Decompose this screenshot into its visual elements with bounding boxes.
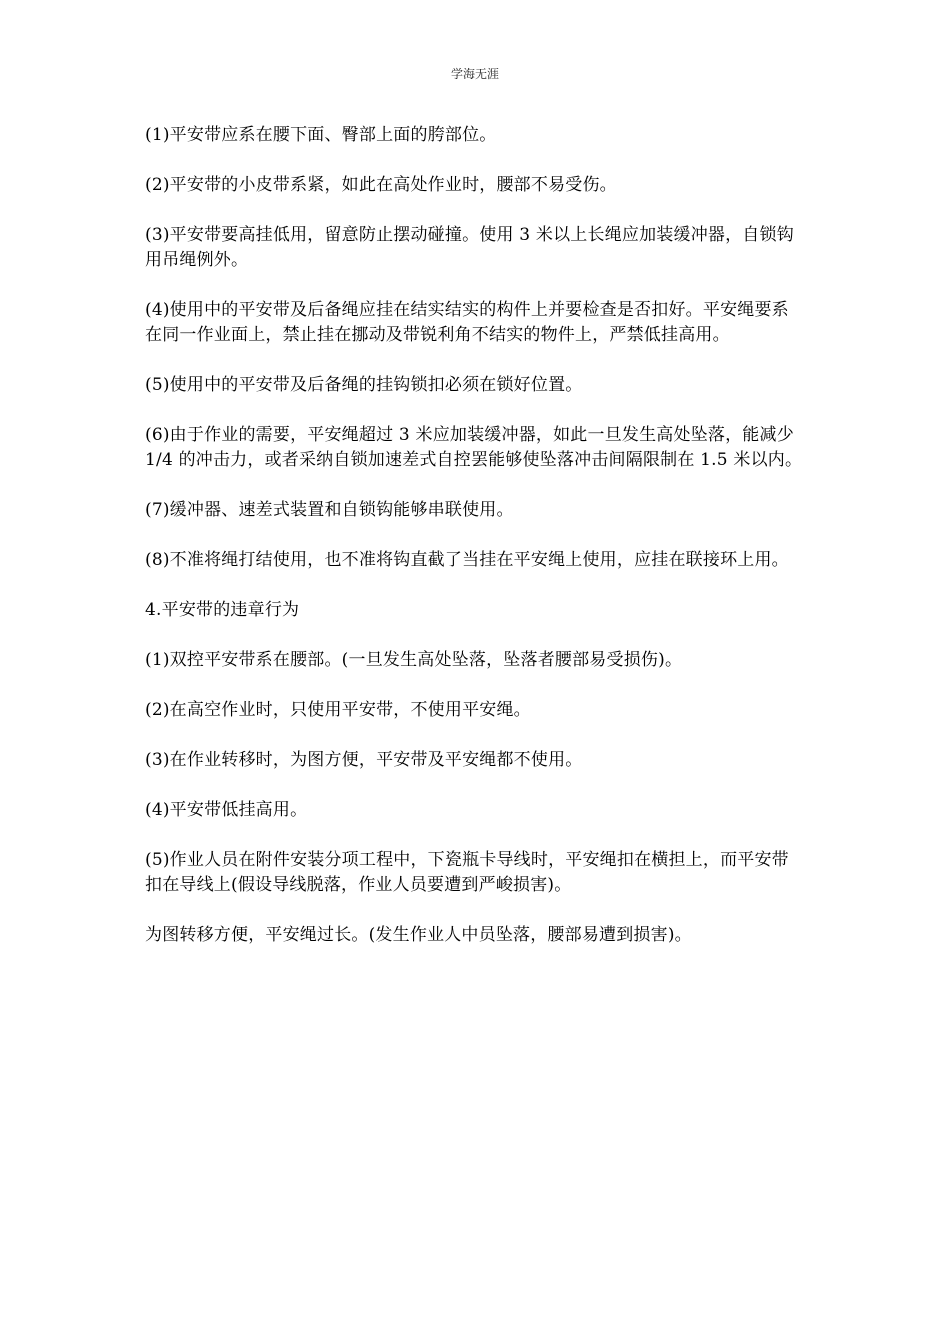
paragraph-6: (6)由于作业的需要，平安绳超过 3 米应加装缓冲器，如此一旦发生高处坠落，能减少 1/4 的冲击力，或者采纳自锁加速差式自控罢能够使坠落冲击间隔限制在 1.5 米以内。 (145, 425, 803, 470)
paragraph-8: (8)不准将绳打结使用，也不准将钩直截了当挂在平安绳上使用，应挂在联接环上用。 (145, 550, 789, 570)
paragraph-5: (5)使用中的平安带及后备绳的挂钩锁扣必须在锁好位置。 (145, 375, 583, 395)
violation-2: (2)在高空作业时，只使用平安带，不使用平安绳。 (145, 700, 531, 720)
violation-3: (3)在作业转移时，为图方便，平安带及平安绳都不使用。 (145, 750, 583, 770)
violation-4: (4)平安带低挂高用。 (145, 800, 308, 820)
section-heading: 4.平安带的违章行为 (145, 600, 300, 620)
paragraph-1: (1)平安带应系在腰下面、臀部上面的胯部位。 (145, 125, 497, 145)
page-header: 学海无涯 (450, 67, 499, 81)
paragraph-2: (2)平安带的小皮带系紧，如此在高处作业时，腰部不易受伤。 (145, 175, 617, 195)
document-body (145, 123, 805, 973)
paragraph-3: (3)平安带要高挂低用，留意防止摆动碰撞。使用 3 米以上长绳应加装缓冲器，自锁钩用吊绳例外。 (145, 225, 794, 270)
paragraph-7: (7)缓冲器、速差式装置和自锁钩能够串联使用。 (145, 500, 514, 520)
paragraph-4: (4)使用中的平安带及后备绳应挂在结实结实的构件上并要检查是否扣好。平安绳要系在同一作业面上，禁止挂在挪动及带锐利角不结实的物件上，严禁低挂高用。 (145, 300, 789, 345)
violation-5: (5)作业人员在附件安装分项工程中，下瓷瓶卡导线时，平安绳扣在横担上，而平安带扣在导线上(假设导线脱落，作业人员要遭到严峻损害)。 (145, 850, 789, 895)
closing-paragraph: 为图转移方便，平安绳过长。(发生作业人中员坠落，腰部易遭到损害)。 (145, 925, 692, 945)
violation-1: (1)双控平安带系在腰部。(一旦发生高处坠落，坠落者腰部易受损伤)。 (145, 650, 683, 670)
